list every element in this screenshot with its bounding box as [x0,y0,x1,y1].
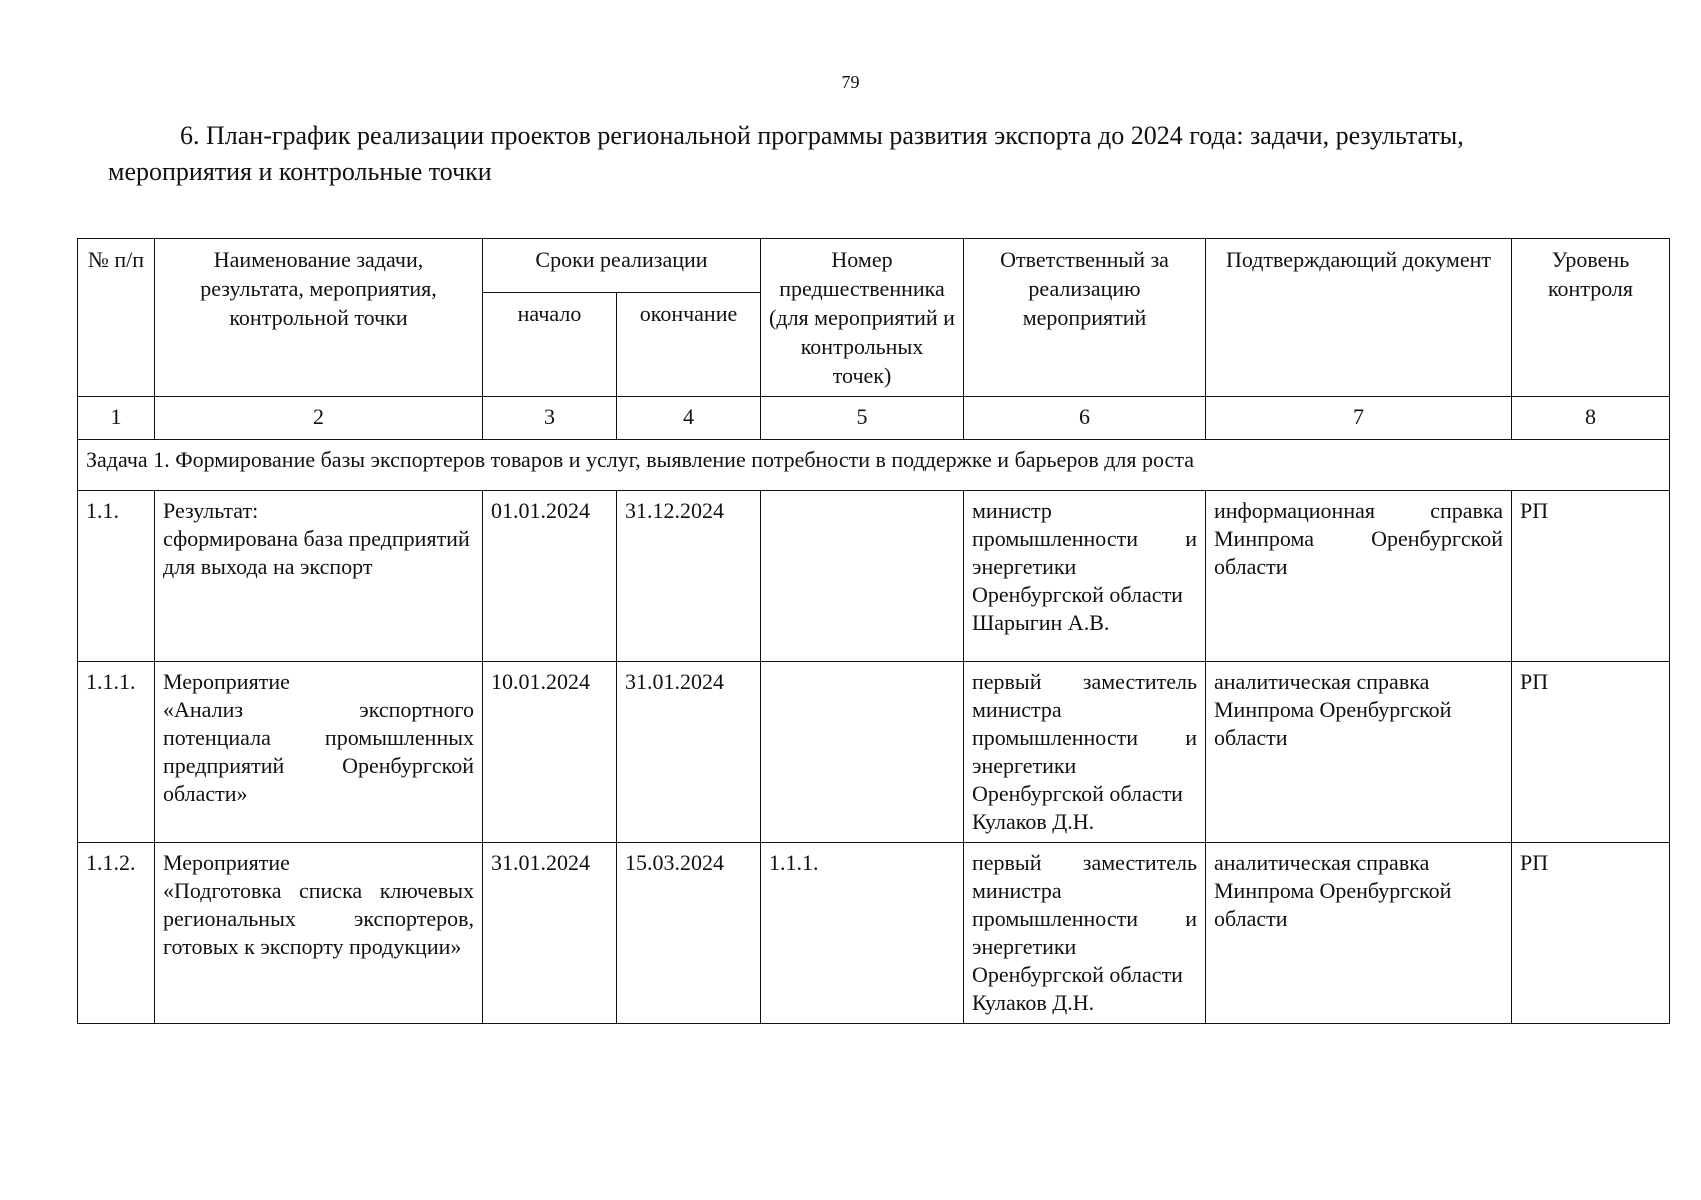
row-responsible-person: Кулаков Д.Н. [972,990,1095,1015]
row-document: аналитическая справка Минпрома Оренбургской области [1206,843,1512,1024]
row-responsible-position: первый заместитель министра промышленности и энергетики Оренбургской области [972,850,1197,987]
task-title: Задача 1. Формирование базы экспортеров товаров и услуг, выявление потребности в поддержке и барьеров для роста [78,440,1670,491]
row-responsible [964,843,1206,1024]
page-title-line-2: мероприятия и контрольные точки [108,157,492,186]
row-name-type: Результат: [163,498,259,523]
row-predecessor [761,491,964,662]
row-name [155,843,483,1024]
page-number: 79 [841,72,860,92]
header-end: окончание [617,292,761,396]
page-title [108,118,1628,190]
plan-table [77,238,1670,1024]
column-number: 8 [1512,397,1670,440]
row-responsible-position: первый заместитель министра промышленности и энергетики Оренбургской области [972,669,1197,806]
row-number: 1.1. [78,491,155,662]
table-header-row [78,239,1670,293]
row-end: 31.12.2024 [617,491,761,662]
row-name-type: Мероприятие [163,669,290,694]
row-number: 1.1.2. [78,843,155,1024]
row-start: 01.01.2024 [483,491,617,662]
column-number: 1 [78,397,155,440]
header-control: Уровень контроля [1512,239,1670,397]
header-start: начало [483,292,617,396]
row-name-type: Мероприятие [163,850,290,875]
column-number-row [78,397,1670,440]
row-name-text: «Анализ экспортного потенциала промышленных предприятий Оренбургской области» [163,697,474,806]
row-name [155,491,483,662]
header-name: Наименование задачи, результата, мероприятия, контрольной точки [155,239,483,397]
row-predecessor: 1.1.1. [761,843,964,1024]
row-control: РП [1512,843,1670,1024]
row-end: 15.03.2024 [617,843,761,1024]
row-responsible [964,662,1206,843]
table-row [78,662,1670,843]
column-number: 4 [617,397,761,440]
row-number: 1.1.1. [78,662,155,843]
row-responsible-person: Шарыгин А.В. [972,610,1110,635]
row-name-text: сформирована база предприятий для выхода на экспорт [163,526,470,579]
column-number: 5 [761,397,964,440]
header-responsible: Ответственный за реализацию мероприятий [964,239,1206,397]
column-number: 2 [155,397,483,440]
task-row [78,440,1670,491]
header-num: № п/п [78,239,155,397]
row-document: информационная справка Минпрома Оренбургской области [1206,491,1512,662]
column-number: 6 [964,397,1206,440]
row-name [155,662,483,843]
page-title-line-1: 6. План-график реализации проектов региональной программы развития экспорта до 2024 года: задачи, результаты, [180,121,1464,150]
row-responsible-person: Кулаков Д.Н. [972,809,1095,834]
header-terms: Сроки реализации [483,239,761,293]
row-start: 31.01.2024 [483,843,617,1024]
table-row [78,843,1670,1024]
header-predecessor: Номер предшественника (для мероприятий и контрольных точек) [761,239,964,397]
row-responsible [964,491,1206,662]
row-predecessor [761,662,964,843]
column-number: 3 [483,397,617,440]
table-row [78,491,1670,662]
row-start: 10.01.2024 [483,662,617,843]
row-control: РП [1512,662,1670,843]
row-end: 31.01.2024 [617,662,761,843]
column-number: 7 [1206,397,1512,440]
header-document: Подтверждающий документ [1206,239,1512,397]
row-document: аналитическая справка Минпрома Оренбургской области [1206,662,1512,843]
row-responsible-position: министр промышленности и энергетики Оренбургской области [972,498,1197,607]
row-name-text: «Подготовка списка ключевых региональных экспортеров, готовых к экспорту продукции» [163,878,474,959]
row-control: РП [1512,491,1670,662]
